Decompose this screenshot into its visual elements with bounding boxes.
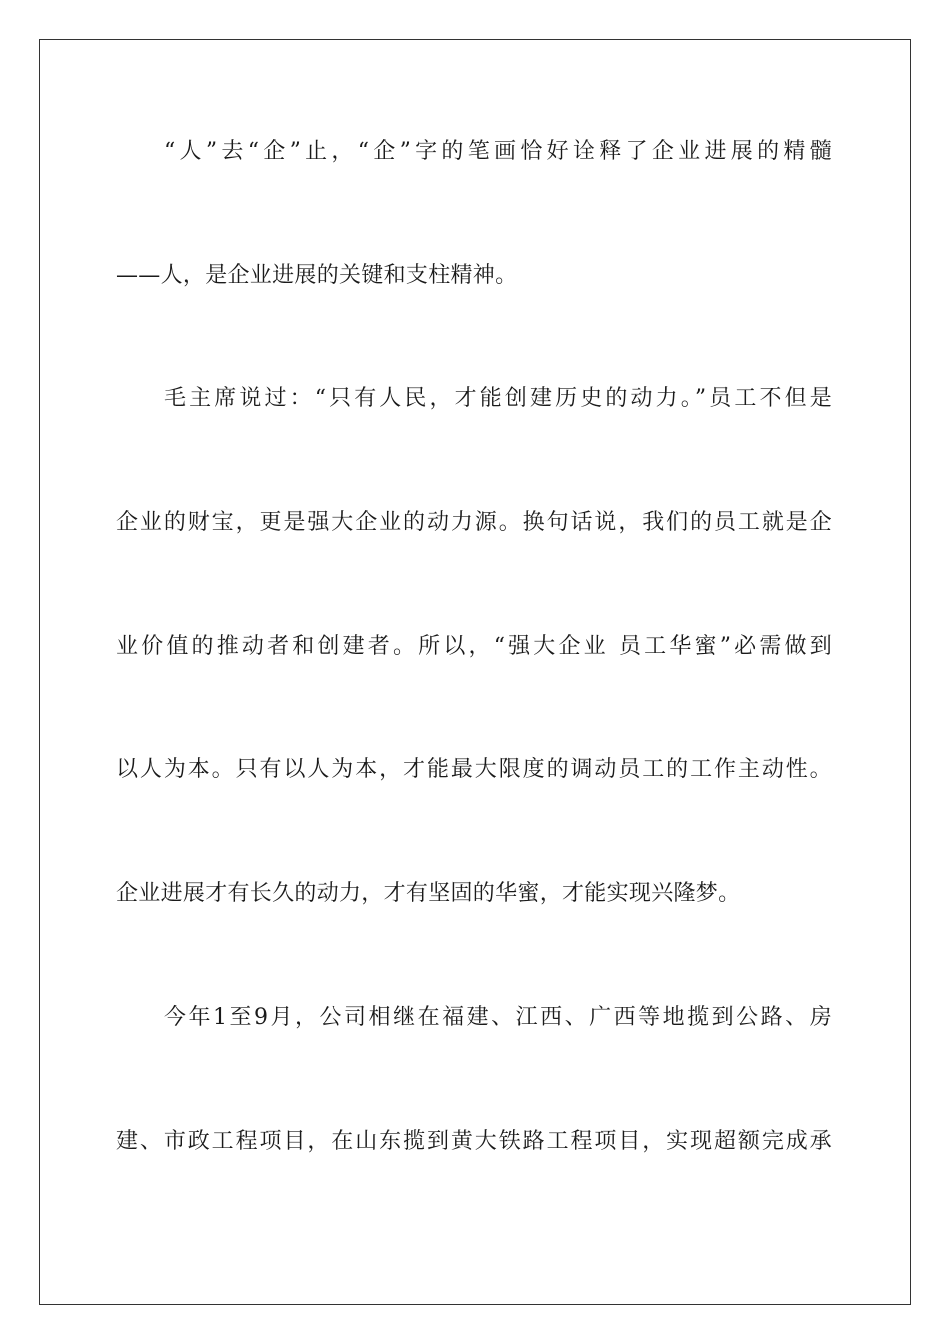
paragraph-3-line-1: 今年1至9月，公司相继在福建、江西、广西等地揽到公路、房 xyxy=(164,1005,832,1030)
paragraph-2-line-1: 毛主席说过：“只有人民，才能创建历史的动力。”员工不但是 xyxy=(164,386,832,411)
paragraph-1-line-2: ——人，是企业进展的关键和支柱精神。 xyxy=(116,263,518,288)
page-border xyxy=(39,39,911,1305)
paragraph-2-line-5: 企业进展才有长久的动力，才有坚固的华蜜，才能实现兴隆梦。 xyxy=(116,881,741,906)
paragraph-1-line-1: “人”去“企”止，“企”字的笔画恰好诠释了企业进展的精髓 xyxy=(164,139,832,164)
paragraph-2-line-2: 企业的财宝，更是强大企业的动力源。换句话说，我们的员工就是企 xyxy=(116,510,832,535)
paragraph-2-line-4: 以人为本。只有以人为本，才能最大限度的调动员工的工作主动性。 xyxy=(116,757,832,782)
paragraph-3-line-2: 建、市政工程项目，在山东揽到黄大铁路工程项目，实现超额完成承 xyxy=(116,1129,832,1154)
paragraph-2-line-3: 业价值的推动者和创建者。所以，“强大企业 员工华蜜”必需做到 xyxy=(116,634,832,659)
